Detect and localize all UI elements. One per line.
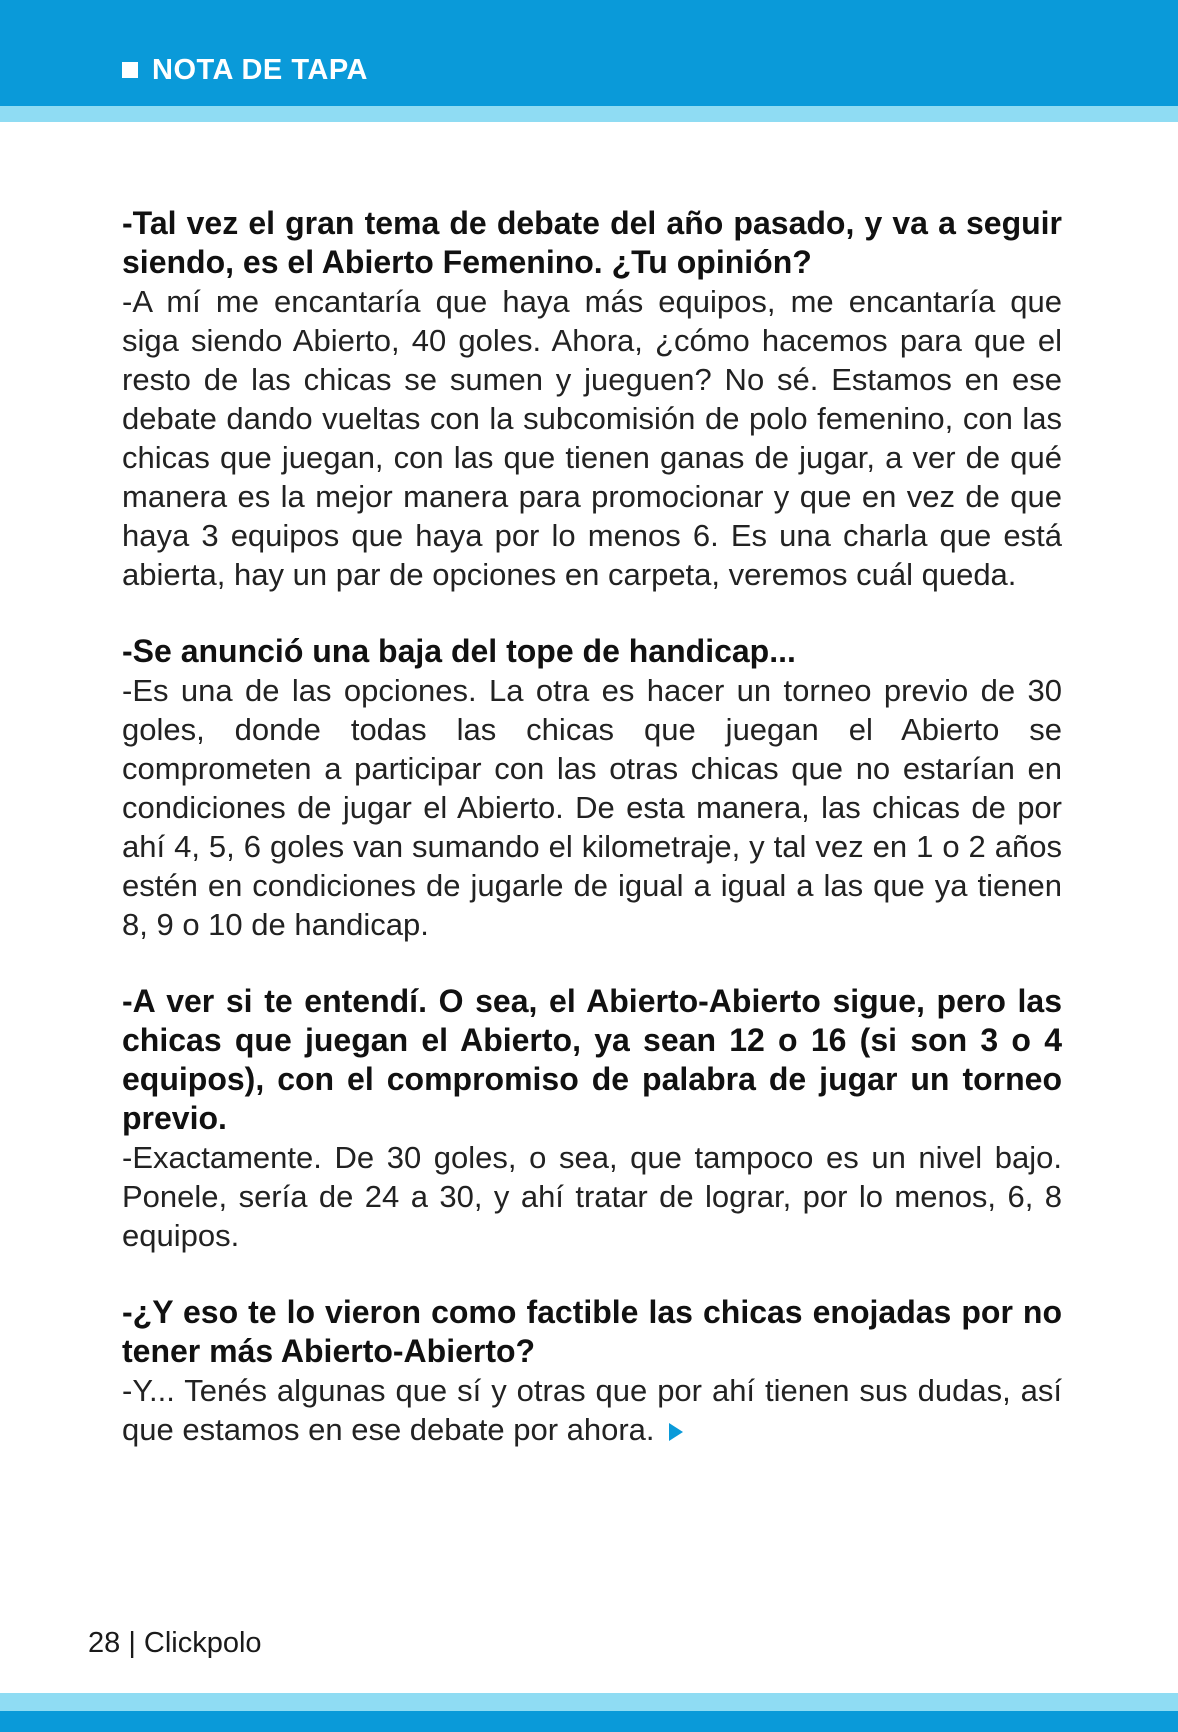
interview-answer-text: -Y... Tenés algunas que sí y otras que por ahí tienen sus dudas, así que estamos en ese debate por ahora. — [122, 1373, 1062, 1447]
interview-answer: -A mí me encantaría que haya más equipos, me encantaría que siga siendo Abierto, 40 goles. Ahora, ¿cómo hacemos para que el resto de las chicas se sumen y jueguen? No sé. Estamos en ese debate dando vueltas con la subcomisión de polo femenino, con las chicas que juegan, con las que tienen ganas de jugar, a ver de qué manera es la mejor manera para promocionar y que en vez de que haya 3 equipos que haya por lo menos 6. Es una charla que está abierta, hay un par de opciones en carpeta, veremos cuál queda. — [122, 284, 1062, 592]
footer-stripe — [0, 1693, 1178, 1711]
section-label-text: NOTA DE TAPA — [152, 53, 368, 86]
section-label — [122, 52, 368, 88]
footer-bar — [0, 1711, 1178, 1732]
interview-article — [122, 204, 1062, 1487]
qa-block — [122, 982, 1062, 1255]
qa-block — [122, 632, 1062, 944]
qa-block — [122, 204, 1062, 594]
interview-answer: -Exactamente. De 30 goles, o sea, que tampoco es un nivel bajo. Ponele, sería de 24 a 30, y ahí tratar de lograr, por lo menos, 6, 8 equipos. — [122, 1140, 1062, 1253]
triangle-right-icon — [669, 1423, 683, 1441]
interview-question: -Se anunció una baja del tope de handicap... — [122, 633, 796, 669]
interview-question: -A ver si te entendí. O sea, el Abierto-Abierto sigue, pero las chicas que juegan el Abierto, ya sean 12 o 16 (si son 3 o 4 equipos), con el compromiso de palabra de jugar un torneo previo. — [122, 983, 1062, 1136]
interview-answer-last — [122, 1371, 1062, 1449]
interview-answer: -Es una de las opciones. La otra es hacer un torneo previo de 30 goles, donde todas las chicas que juegan el Abierto se comprometen a participar con las otras chicas que no estarían en condiciones de jugar el Abierto. De esta manera, las chicas de por ahí 4, 5, 6 goles van sumando el kilometraje, y tal vez en 1 o 2 años estén en condiciones de jugarle de igual a igual a las que ya tienen 8, 9 o 10 de handicap. — [122, 673, 1062, 942]
interview-question: -¿Y eso te lo vieron como factible las chicas enojadas por no tener más Abierto-Abierto? — [122, 1294, 1062, 1369]
square-icon — [122, 62, 138, 78]
qa-block — [122, 1293, 1062, 1449]
page-footer-label: 28 | Clickpolo — [88, 1627, 262, 1659]
interview-question: -Tal vez el gran tema de debate del año pasado, y va a seguir siendo, es el Abierto Femenino. ¿Tu opinión? — [122, 205, 1062, 280]
header-stripe — [0, 106, 1178, 122]
